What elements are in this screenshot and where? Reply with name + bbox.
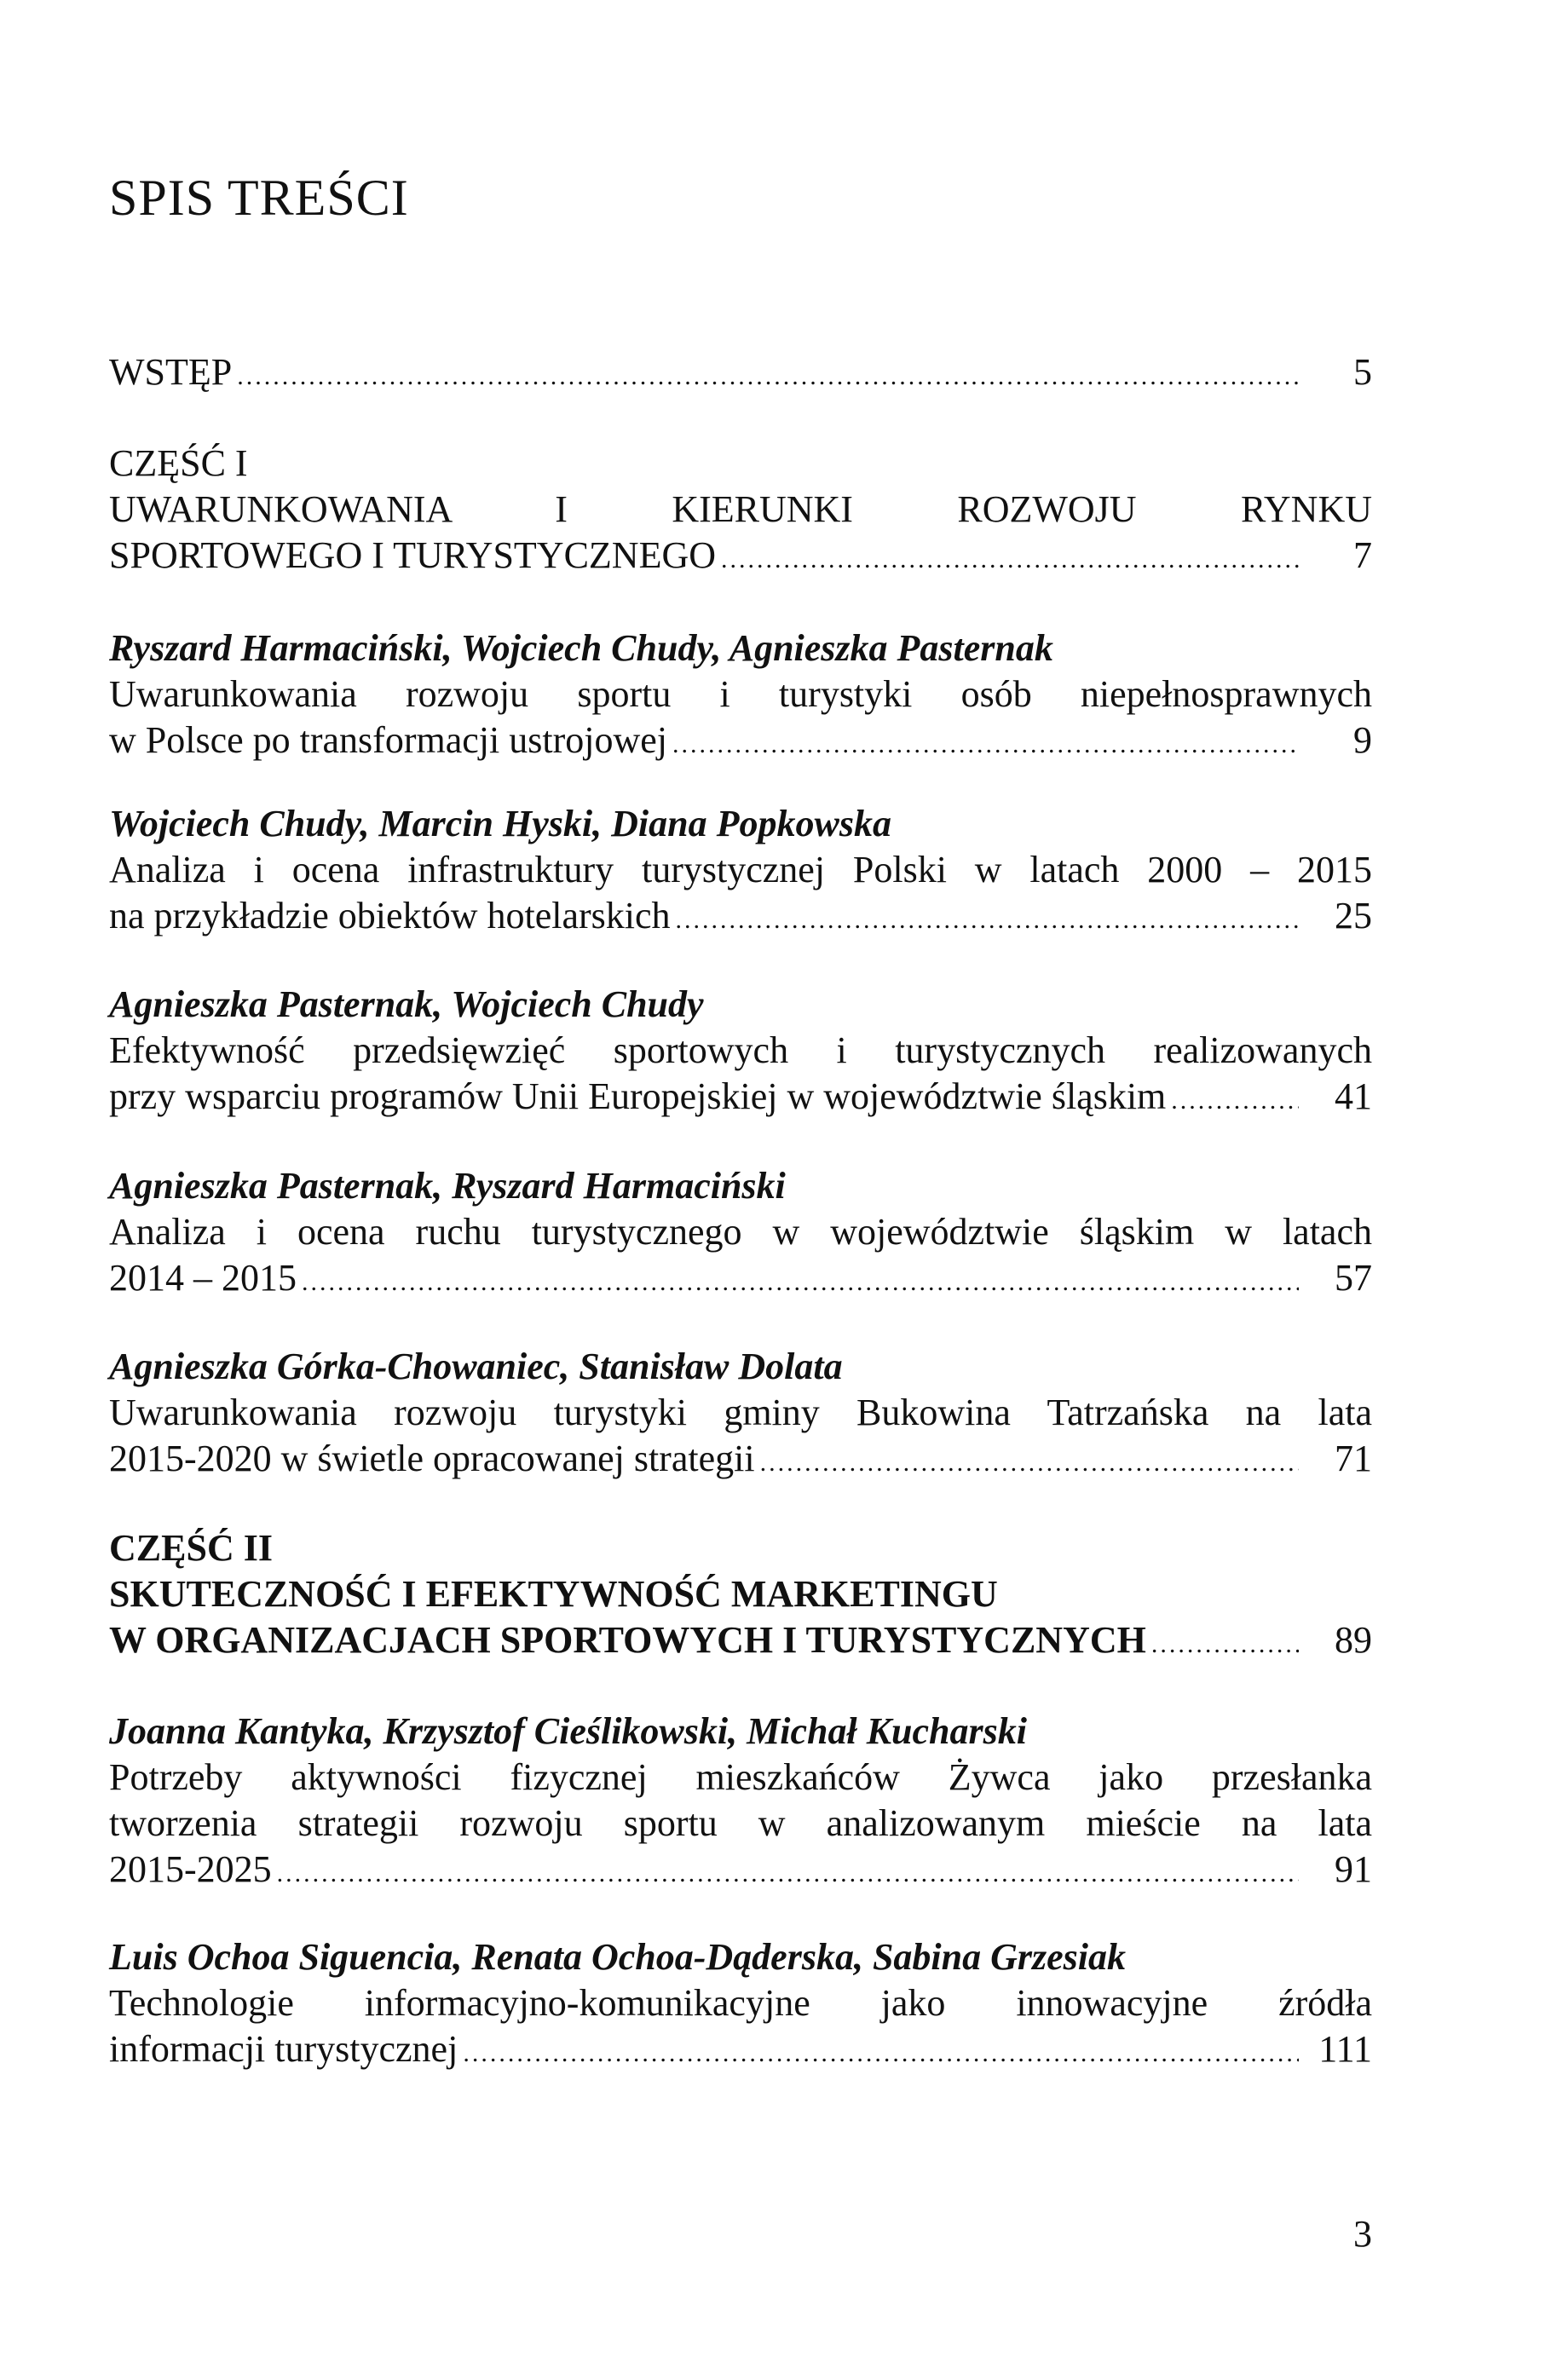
intro-line xyxy=(109,349,1372,395)
leader-dots xyxy=(463,2031,1299,2077)
entry-page: 25 xyxy=(1335,895,1372,936)
leader-dots xyxy=(676,897,1299,943)
toc-entry xyxy=(109,1344,1372,1482)
entry-title-last: 2015-2020 w świetle opracowanej strategii xyxy=(109,1438,755,1479)
intro-label: WSTĘP xyxy=(109,351,233,393)
leader-dots xyxy=(302,1259,1299,1305)
part2-page: 89 xyxy=(1335,1619,1372,1661)
entry-authors: Ryszard Harmaciński, Wojciech Chudy, Agnieszka Pasternak xyxy=(109,627,1053,669)
entry-title-line: Technologie informacyjno-komunikacyjne jako innowacyjne źródła xyxy=(109,1982,1372,2024)
entry-title-last: przy wsparciu programów Unii Europejskiej w województwie śląskim xyxy=(109,1075,1167,1117)
entry-title-line: Potrzeby aktywności fizycznej mieszkańców Żywca jako przesłanka xyxy=(109,1756,1372,1798)
toc-entry xyxy=(109,1163,1372,1301)
entry-authors: Luis Ochoa Siguencia, Renata Ochoa-Dąderska, Sabina Grzesiak xyxy=(109,1936,1127,1978)
entry-page: 41 xyxy=(1335,1075,1372,1117)
entry-title-last: 2015-2025 xyxy=(109,1848,272,1890)
entry-page: 91 xyxy=(1335,1848,1372,1890)
toc-part-2 xyxy=(109,1525,1372,1663)
entry-page: 57 xyxy=(1335,1257,1372,1299)
entry-title-last-line xyxy=(109,1255,1372,1301)
intro-page: 5 xyxy=(1353,351,1372,393)
part1-title-line1: UWARUNKOWANIA I KIERUNKI ROZWOJU RYNKU xyxy=(109,488,1372,530)
toc-part-1 xyxy=(109,441,1372,579)
part2-label: CZĘŚĆ II xyxy=(109,1527,273,1569)
entry-title-line: Efektywność przedsięwzięć sportowych i turystycznych realizowanych xyxy=(109,1029,1372,1071)
leader-dots xyxy=(237,354,1299,400)
leader-dots xyxy=(721,537,1299,583)
toc-entry xyxy=(109,801,1372,939)
entry-page: 9 xyxy=(1353,719,1372,761)
entry-title-last-line xyxy=(109,717,1372,764)
entry-authors: Wojciech Chudy, Marcin Hyski, Diana Popkowska xyxy=(109,803,891,844)
entry-title-line: Uwarunkowania rozwoju turystyki gminy Bukowina Tatrzańska na lata xyxy=(109,1392,1372,1433)
toc-entry xyxy=(109,625,1372,764)
toc-entry xyxy=(109,1709,1372,1893)
part1-title-line2-text: SPORTOWEGO I TURYSTYCZNEGO xyxy=(109,534,716,576)
entry-authors: Joanna Kantyka, Krzysztof Cieślikowski, Michał Kucharski xyxy=(109,1710,1027,1752)
part2-title-line2-text: W ORGANIZACJACH SPORTOWYCH I TURYSTYCZNYCH xyxy=(109,1619,1146,1661)
toc-entry xyxy=(109,1934,1372,2072)
entry-title-last-line xyxy=(109,1847,1372,1893)
leader-dots xyxy=(760,1440,1299,1486)
entry-title-last: informacji turystycznej xyxy=(109,2028,458,2070)
toc-entry xyxy=(109,982,1372,1120)
entry-title-last-line xyxy=(109,1074,1372,1120)
entry-title-last: na przykładzie obiektów hotelarskich xyxy=(109,895,671,936)
entry-title-last: w Polsce po transformacji ustrojowej xyxy=(109,719,667,761)
entry-title-last: 2014 – 2015 xyxy=(109,1257,297,1299)
part1-label: CZĘŚĆ I xyxy=(109,442,248,484)
entry-title-last-line xyxy=(109,2026,1372,2072)
entry-title-line: Analiza i ocena infrastruktury turystycznej Polski w latach 2000 – 2015 xyxy=(109,849,1372,890)
entry-page: 71 xyxy=(1335,1438,1372,1479)
part2-title-line2 xyxy=(109,1617,1372,1663)
entry-authors: Agnieszka Pasternak, Wojciech Chudy xyxy=(109,983,704,1025)
leader-dots xyxy=(1171,1078,1299,1124)
leader-dots xyxy=(672,722,1299,768)
leader-dots xyxy=(1151,1622,1299,1668)
page-number: 3 xyxy=(1353,2213,1372,2255)
part2-title-line1: SKUTECZNOŚĆ I EFEKTYWNOŚĆ MARKETINGU xyxy=(109,1573,998,1615)
entry-title-line: Analiza i ocena ruchu turystycznego w województwie śląskim w latach xyxy=(109,1211,1372,1253)
part1-page: 7 xyxy=(1353,534,1372,576)
entry-title-line: Uwarunkowania rozwoju sportu i turystyki osób niepełnosprawnych xyxy=(109,673,1372,715)
entry-authors: Agnieszka Pasternak, Ryszard Harmaciński xyxy=(109,1165,786,1207)
toc-intro xyxy=(109,349,1372,395)
entry-title-last-line xyxy=(109,1436,1372,1482)
part1-title-line2 xyxy=(109,533,1372,579)
entry-authors: Agnieszka Górka-Chowaniec, Stanisław Dolata xyxy=(109,1346,843,1387)
entry-page: 111 xyxy=(1318,2028,1372,2070)
entry-title-last-line xyxy=(109,893,1372,939)
entry-title-line: tworzenia strategii rozwoju sportu w analizowanym mieście na lata xyxy=(109,1802,1372,1844)
leader-dots xyxy=(277,1851,1299,1897)
page-title: SPIS TREŚCI xyxy=(109,170,409,226)
